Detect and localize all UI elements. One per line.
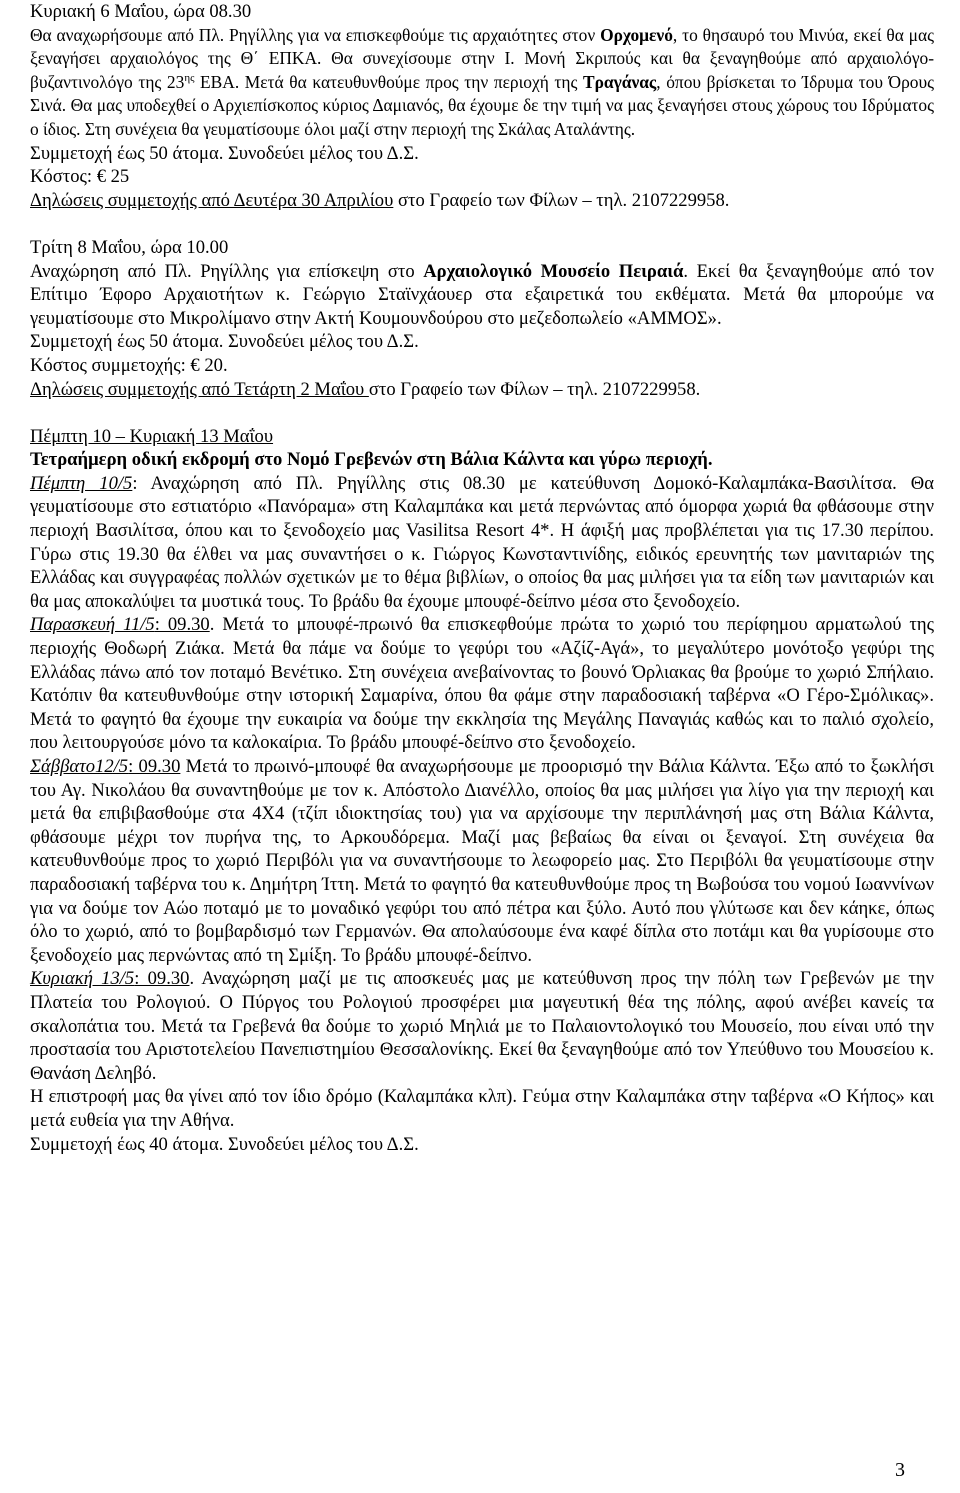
trip3-return: Η επιστροφή μας θα γίνει από τον ίδιο δρόμο (Καλαμπάκα κλπ). Γεύμα στην Καλαμπάκα στην ταβέρνα «Ο Κήπος» και μετά ευθεία για την Αθήνα.	[30, 1086, 934, 1131]
trip1-participation: Συμμετοχή έως 50 άτομα. Συνοδεύει μέλος του Δ.Σ.	[30, 142, 419, 164]
trip2-cost: Κόστος συμμετοχής: € 20.	[30, 354, 228, 376]
trip1-declarations-date: Δηλώσεις συμμετοχής από Δευτέρα 30 Απριλίου	[30, 189, 394, 211]
trip3-day3: Σάββατο12/5: 09.30 Μετά το πρωινό-μπουφέ θα αναχωρήσουμε με προορισμό την Βάλια Κάλντα. Έξω από το ξωκλήσι του Αγ. Νικολάου θα συναντηθούμε με τον κ. Απόστολο Διανέλλο, οποίος θα μας μιλήσει για λίγο για την περιοχή και μετά θα επιβιβασθούμε στα 4Χ4 (τζίπ ιδιοκτησίας του) για να αρχίσουμε την περιπλάνησή μας στη Βάλια Κάλντα, φθάσουμε μέχρι τον πυρήνα της, το Αρκουδόρεμα. Μαζί μας βεβαίως θα είναι οι ξεναγοί. Στη συνέχεια θα κατευθυνθούμε προς το χωριό Περιβόλι για να συναντήσουμε το λεωφορείο μας. Στο Περιβόλι θα γευματίσουμε στην παραδοσιακή ταβέρνα του κ. Δημήτρη Ίττη. Μετά το φαγητό θα κατευθυνθούμε προς τη Βωβούσα του νομού Ιωαννίνων για να δούμε τον Αώο ποταμό με το μοναδικό γεφύρι του από πέτρα και ξύλο. Αυτό που γλύτωσε και δεν κάηκε, όπως όλο το χωριό, από το βομβαρδισμό των Γερμανών. Θα απολαύσουμε ένα καφέ δίπλα στο ποτάμι και θα γυρίσουμε στο ξενοδοχείο μας περνώντας από τη Σμίξη. Το βράδυ μπουφέ-δείπνο.	[30, 756, 935, 966]
day4-label: Κυριακή 13/5	[30, 968, 135, 990]
trip2-declarations: Δηλώσεις συμμετοχής από Τετάρτη 2 Μαΐου στο Γραφείο των Φίλων – τηλ. 2107229958.	[30, 378, 701, 400]
trip3-title: Τετραήμερη οδική εκδρομή στο Νομό Γρεβενών στη Βάλια Κάλντα και γύρω περιοχή.	[30, 449, 713, 471]
trip2-declarations-date: Δηλώσεις συμμετοχής από Τετάρτη 2 Μαΐου	[30, 378, 369, 400]
page-number: 3	[895, 1459, 905, 1481]
spacer	[30, 401, 934, 425]
trip3-date-line: Πέμπτη 10 – Κυριακή 13 Μαΐου	[30, 425, 274, 447]
day3-label: Σάββατο12/5	[30, 756, 129, 777]
trip1-declarations: Δηλώσεις συμμετοχής από Δευτέρα 30 Απριλίου στο Γραφείο των Φίλων – τηλ. 2107229958.	[30, 189, 730, 211]
trip3-day2: Παρασκευή 11/5: 09.30. Μετά το μπουφέ-πρωινό θα επισκεφθούμε πρώτα το χωριό του περίφημου αρματωλού της περιοχής Θοδωρή Ζιάκα. Μετά θα πάμε να δούμε το γεφύρι του «Αζίζ-Αγά», το μεγαλύτερο μονότοξο γεφύρι της Ελλάδας πάνω από τον ποταμό Βενέτικο. Στη συνέχεια ανεβαίνοντας το βουνό Όρλιακας θα βρούμε το χωριό Σπήλαιο. Κατόπιν θα κατευθυνθούμε στην ιστορική Σαμαρίνα, όπου θα φάμε στην παραδοσιακή ταβέρνα «Ο Γέρο-Σμόλικας». Μετά το φαγητό θα έχουμε την ευκαιρία να δούμε την εκκλησία της Μεγάλης Παναγιάς καθώς και το παλιό σχολείο, που λειτουργούσε μόνο τα καλοκαίρια. Το βράδυ μπουφέ-δείπνο στο ξενοδοχείο.	[30, 614, 934, 754]
spacer	[30, 212, 934, 236]
trip2-participation: Συμμετοχή έως 50 άτομα. Συνοδεύει μέλος του Δ.Σ.	[30, 331, 419, 353]
destination-tragana: Τραγάνας	[583, 71, 657, 92]
destination-piraeus-museum: Αρχαιολογικό Μουσείο Πειραιά	[423, 260, 684, 282]
document-page	[30, 0, 934, 1156]
trip3-participation: Συμμετοχή έως 40 άτομα. Συνοδεύει μέλος του Δ.Σ.	[30, 1133, 419, 1155]
day1-label: Πέμπτη 10/5	[30, 472, 133, 494]
trip2-date-line: Τρίτη 8 Μαΐου, ώρα 10.00	[30, 236, 229, 258]
trip2-description: Αναχώρηση από Πλ. Ρηγίλλης για επίσκεψη στο Αρχαιολογικό Μουσείο Πειραιά. Εκεί θα ξεναγηθούμε από τον Επίτιμο Έφορο Αρχαιοτήτων κ. Γεώργιο Σταϊνχάουερ στα εξαιρετικά του εκθέματα. Μετά θα μπορούμε να γευματίσουμε στο Μικρολίμανο στην Ακτή Κουμουνδούρου στο μεζεδοπωλείο «ΑΜΜΟΣ».	[30, 260, 934, 329]
trip1-cost: Κόστος: € 25	[30, 166, 130, 188]
day2-label: Παρασκευή 11/5	[30, 614, 155, 636]
destination-orchomenos: Ορχομενό	[600, 24, 673, 45]
trip1-description: Θα αναχωρήσουμε από Πλ. Ρηγίλλης για να επισκεφθούμε τις αρχαιότητες στον Ορχομενό, το θησαυρό του Μινύα, εκεί θα μας ξεναγήσει αρχαιολόγος της Θ΄ ΕΠΚΑ. Θα συνεχίσουμε στην Ι. Μονή Σκριπούς και θα ξεναγηθούμε από αρχαιολόγο-βυζαντινολόγο της $23^{\eta\varsigma}$ ΕΒΑ. Μετά θα κατευθυνθούμε προς την περιοχή της Τραγάνας, όπου βρίσκεται το Ίδρυμα του Όρους Σινά. Θα μας υποδεχθεί ο Αρχιεπίσκοπος κύριος Δαμιανός, θα έχουμε δε την τιμή να μας ξεναγήσει στους χώρους του Ιδρύματος ο ίδιος. Στη συνέχεια θα γευματίσουμε όλοι μαζί στην περιοχή της Σκάλας Αταλάντης.	[30, 24, 934, 139]
trip3-day1: Πέμπτη 10/5: Αναχώρηση από Πλ. Ρηγίλλης στις 08.30 με κατεύθυνση Δομοκό-Καλαμπάκα-Βασιλίτσα. Θα γευματίσουμε στο εστιατόριο «Πανόραμα» στη Καλαμπάκα και μετά περνώντας από όμορφα χωριά θα φθάσουμε στην περιοχή Βασιλίτσα, όπου και το ξενοδοχείο μας Vasilitsa Resort 4*. Η άφιξή μας προβλέπεται για τις 17.30 περίπου. Γύρω στις 19.30 θα έλθει να μας συναντήσει ο κ. Γιώργος Κωνσταντινίδης, ειδικός ερευνητής των μανιταριών της Ελλάδας και συγγραφέας πολλών σχετικών με το θέμα βιβλίων, ο οποίος θα μας μιλήσει για τα είδη των μανιταριών και θα μας αποκαλύψει τα μυστικά τους. Το βράδυ θα έχουμε μπουφέ-δείπνο μέσα στο ξενοδοχείο.	[30, 472, 934, 612]
trip1-date-line: Κυριακή 6 Μαΐου, ώρα 08.30	[30, 1, 252, 22]
trip3-day4: Κυριακή 13/5: 09.30. Αναχώρηση μαζί με τις αποσκευές μας με κατεύθυνση προς την πόλη των Γρεβενών με την Πλατεία του Ρολογιού. Ο Πύργος του Ρολογιού προσφέρει μια μαγευτική θέα της πόλης, αφού ανέβει κανείς τα σκαλοπάτια του. Μετά τα Γρεβενά θα δούμε το χωριό Μηλιά με το Παλαιοντολογικό του Μουσείο, που είναι υπό την προστασία του Αριστοτελείου Πανεπιστημίου Θεσσαλονίκης. Εκεί θα ξεναγηθούμε από τον Υπεύθυνο του Μουσείου κ. Θανάση Δεληβό.	[30, 968, 934, 1084]
